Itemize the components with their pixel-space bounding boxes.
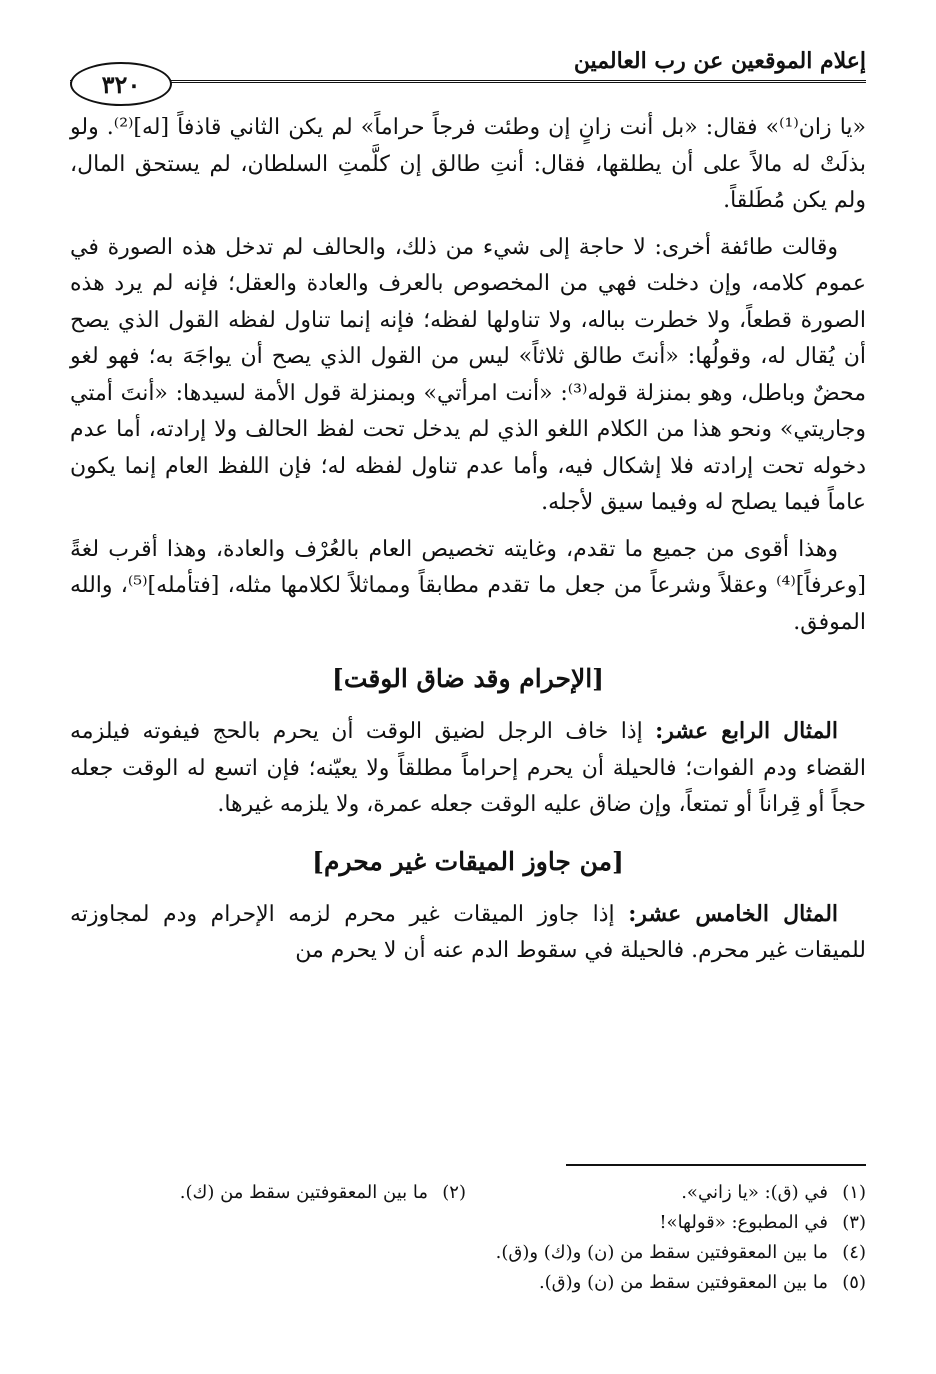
example-14-lead: المثال الرابع عشر:	[655, 718, 838, 744]
book-page	[70, 44, 866, 1334]
example-15-text: إذا جاوز الميقات غير محرم لزمه الإحرام ودم لمجاوزته للميقات غير محرم. فالحيلة في سقوط الدم عنه أن لا يحرم من	[70, 901, 866, 963]
footnote-separator	[566, 1164, 866, 1166]
footnote-4	[70, 1238, 866, 1268]
paragraph-1: «يا زان⁽¹⁾» فقال: «بل أنت زانٍ إن وطئت فرجاً حراماً» لم يكن الثاني قاذفاً [له]⁽²⁾. ولو بذلَتْ له مالاً على أن يطلقها، فقال: أنتِ طالق إن كلَّمتِ السلطان، لم يستحق المال، ولم يكن مُطَلقاً.	[70, 115, 866, 213]
footnote-text: في المطبوع: «قولها»!	[659, 1212, 828, 1233]
footnote-number: (٤)	[842, 1242, 866, 1263]
running-title: إعلام الموقعين عن رب العالمين	[573, 48, 866, 74]
footnote-text: ما بين المعقوفتين سقط من (ك).	[179, 1182, 428, 1203]
section-heading-ihram: [الإحرام وقد ضاق الوقت]	[331, 664, 604, 693]
footnote-number: (٢)	[442, 1182, 466, 1203]
paragraph-3: وهذا أقوى من جميع ما تقدم، وغايته تخصيص العام بالعُرْف والعادة، وهذا أقرب لغةً [وعرفاً]⁽⁴⁾ وعقلاً وشرعاً من جعل ما تقدم مطابقاً ومماثلاً لكلامها مثله، [فتأمله]⁽⁵⁾، والله الموفق.	[70, 536, 867, 635]
example-14-text: إذا خاف الرجل لضيق الوقت أن يحرم بالحج فيفوته فيلزمه القضاء ودم الفوات؛ فالحيلة أن يحرم إحراماً مطلقاً ولا يعيّنه؛ فإن اتسع له الوقت جعله حجاً أو قِراناً أو تمتعاً، وإن ضاق عليه الوقت جعله عمرة، ولا يلزمه غيرها.	[70, 719, 866, 817]
footnote-text: ما بين المعقوفتين سقط من (ن) و(ق).	[538, 1272, 828, 1293]
footnote-1	[466, 1178, 866, 1208]
paragraph-4	[70, 713, 866, 824]
footnote-number: (٣)	[842, 1212, 866, 1233]
footnote-2	[180, 1178, 466, 1208]
paragraph-5	[70, 896, 866, 970]
footnote-5	[70, 1268, 866, 1298]
page-header	[70, 44, 866, 99]
footnotes	[70, 1178, 866, 1298]
footnote-number: (٥)	[842, 1272, 866, 1293]
paragraph-2: وقالت طائفة أخرى: لا حاجة إلى شيء من ذلك، والحالف لم تدخل هذه الصورة في عموم كلامه، وإن دخلت فهي من المخصوص بالعرف والعادة والعقل؛ فإنه لم يرد هذه الصورة قطعاً، ولا خطرت بباله، ولا تناولها لفظه؛ فإنه إنما تناول لفظه القول الذي يصح أن يُقال له، وقولُها: «أنتَ طالق ثلاثاً» ليس من القول الذي يصح أن يواجَهَ به؛ فهو لغو محضٌ وباطل، وهو بمنزلة قوله⁽³⁾: «أنت امرأتي» وبمنزلة قول الأمة لسيدها: «أنتَ أمتي وجاريتي» ونحو هذا من الكلام اللغو الذي لم يدخل تحت لفظ الحالف ولا إرادته، أما عدم دخوله تحت إرادته فلا إشكال فيه، وأما عدم تناول لفظه له؛ فإن اللفظ العام إنما يكون عاماً فيما يصلح له وفيما سيق لأجله.	[70, 234, 866, 515]
example-15-lead: المثال الخامس عشر:	[628, 900, 839, 927]
page-number: ٣٢٠	[70, 62, 172, 106]
footnote-3	[70, 1208, 866, 1238]
footnote-row	[70, 1178, 866, 1208]
header-rule	[70, 80, 866, 83]
footnote-number: (١)	[842, 1182, 866, 1203]
footnote-text: ما بين المعقوفتين سقط من (ن) و(ك) و(ق).	[495, 1242, 828, 1263]
section-heading-miqat: [من جاوز الميقات غير محرم]	[312, 846, 624, 876]
page-body	[70, 110, 866, 970]
footnote-text: في (ق): «يا زاني».	[681, 1182, 828, 1203]
